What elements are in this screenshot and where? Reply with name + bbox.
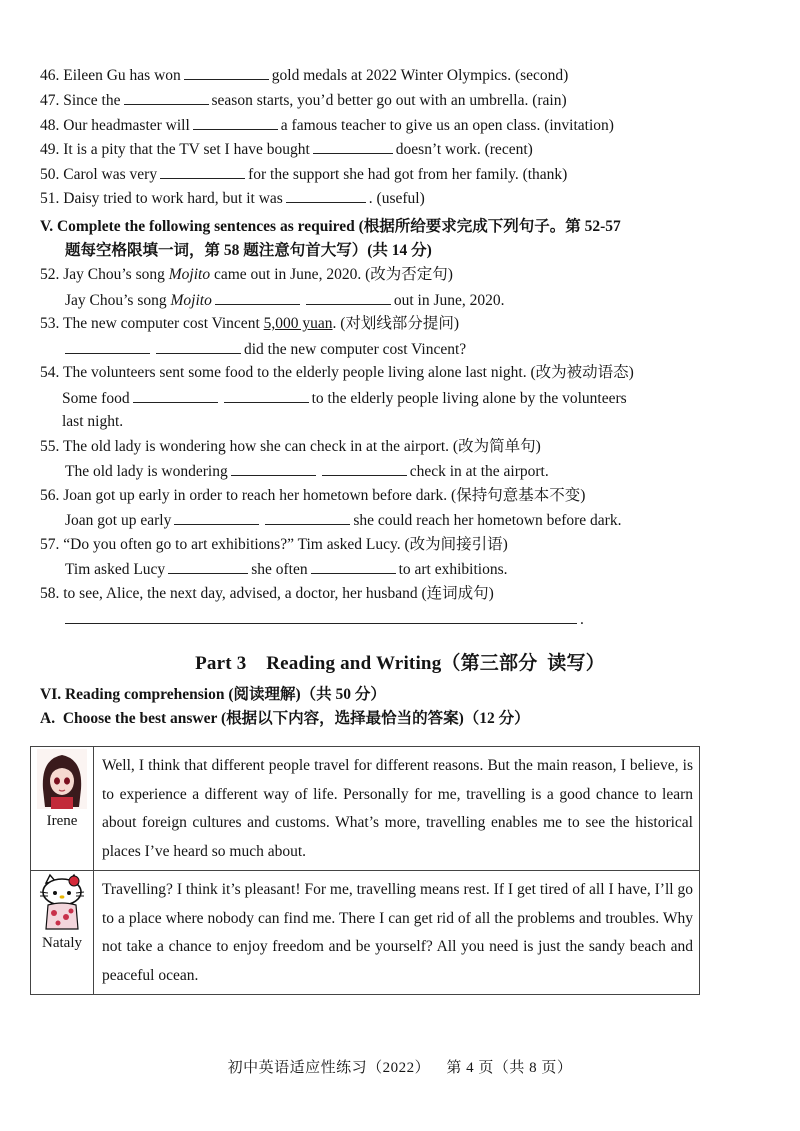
part-3-title: Part 3 Reading and Writing（第三部分 读写） bbox=[195, 653, 605, 674]
section-5-heading-line2: 题每空格限填一词，第 58 题注意句首大写）(共 14 分) bbox=[65, 242, 432, 259]
question-53: 53. The new computer cost Vincent 5,000 yuan. (对划线部分提问) bbox=[40, 315, 460, 332]
question-54-answer: Some food to the elderly people living alone by the volunteers bbox=[62, 390, 627, 407]
question-56-answer: Joan got up early she could reach her hometown before dark. bbox=[65, 512, 622, 529]
question-58: 58. to see, Alice, the next day, advised, a doctor, her husband (连词成句) bbox=[40, 585, 494, 602]
speaker-name: Nataly bbox=[42, 935, 82, 951]
question-52: 52. Jay Chou’s song Mojito came out in June, 2020. (改为否定句) bbox=[40, 266, 453, 283]
question-48: 48. Our headmaster will a famous teacher to give us an open class. (invitation) bbox=[40, 117, 614, 134]
footer-page-number: 第 4 页（共 8 页） bbox=[446, 1060, 573, 1076]
answer-blank[interactable] bbox=[124, 90, 209, 105]
answer-blank[interactable] bbox=[231, 461, 316, 476]
speaker-cell bbox=[31, 871, 94, 995]
answer-blank[interactable] bbox=[313, 139, 393, 154]
answer-blank[interactable] bbox=[184, 65, 269, 80]
answer-blank[interactable] bbox=[168, 559, 248, 574]
question-49: 49. It is a pity that the TV set I have bought doesn’t work. (recent) bbox=[40, 141, 533, 158]
question-55: 55. The old lady is wondering how she can check in at the airport. (改为简单句) bbox=[40, 438, 541, 455]
answer-blank[interactable] bbox=[306, 290, 391, 305]
speaker-name: Irene bbox=[46, 813, 78, 829]
question-57: 57. “Do you often go to art exhibitions?” Tim asked Lucy. (改为间接引语) bbox=[40, 536, 508, 553]
footer-title: 初中英语适应性练习（2022） bbox=[227, 1060, 431, 1076]
reading-table bbox=[30, 746, 700, 995]
anime-girl-avatar-icon bbox=[37, 749, 87, 809]
question-58-answer: . bbox=[65, 609, 770, 631]
question-56: 56. Joan got up early in order to reach her hometown before dark. (保持句意基本不变) bbox=[40, 487, 586, 504]
answer-line[interactable] bbox=[65, 609, 577, 624]
question-55-answer: The old lady is wondering check in at the airport. bbox=[65, 463, 549, 480]
question-47: 47. Since the season starts, you’d better go out with an umbrella. (rain) bbox=[40, 92, 567, 109]
reading-row-irene bbox=[31, 747, 700, 871]
question-50: 50. Carol was very for the support she had got from her family. (thank) bbox=[40, 166, 568, 183]
question-54: 54. The volunteers sent some food to the elderly people living alone last night. (改为被动语态) bbox=[40, 364, 634, 381]
speaker-cell bbox=[31, 747, 94, 871]
speaker-text: Well, I think that different people travel for different reasons. But the main reason, I believe, is to experience a different way of life. Personally for me, travelling is a good chance to learn about foreign cultures and customs. What’s more, travelling enables me to see the historical places I’ve heard so much about. bbox=[94, 747, 700, 871]
question-46: 46. Eileen Gu has won gold medals at 2022 Winter Olympics. (second) bbox=[40, 67, 569, 84]
answer-blank[interactable] bbox=[224, 388, 309, 403]
answer-blank[interactable] bbox=[322, 461, 407, 476]
answer-blank[interactable] bbox=[215, 290, 300, 305]
answer-blank[interactable] bbox=[160, 164, 245, 179]
answer-blank[interactable] bbox=[286, 188, 366, 203]
answer-blank[interactable] bbox=[265, 510, 350, 525]
section-6-subheading: A. Choose the best answer (根据以下内容，选择最恰当的答案)（12 分） bbox=[40, 710, 530, 727]
page-footer bbox=[0, 1056, 800, 1077]
section-6-heading: VI. Reading comprehension (阅读理解)（共 50 分） bbox=[40, 686, 386, 703]
answer-blank[interactable] bbox=[174, 510, 259, 525]
answer-blank[interactable] bbox=[311, 559, 396, 574]
answer-blank[interactable] bbox=[193, 115, 278, 130]
question-53-answer: did the new computer cost Vincent? bbox=[65, 339, 770, 361]
hello-kitty-avatar-icon bbox=[36, 873, 88, 931]
question-51: 51. Daisy tried to work hard, but it was . (useful) bbox=[40, 190, 425, 207]
question-54-answer-end: last night. bbox=[62, 413, 124, 430]
speaker-text: Travelling? I think it’s pleasant! For me, travelling means rest. If I get tired of all I have, I’ll go to a place where nobody can find me. There I can get rid of all the problems and troubles. Why not take a chance to enjoy freedom and be yourself? All you need is just the sandy beach and peaceful ocean. bbox=[94, 871, 700, 995]
answer-blank[interactable] bbox=[133, 388, 218, 403]
reading-row-nataly bbox=[31, 871, 700, 995]
question-57-answer: Tim asked Lucy she often to art exhibitions. bbox=[65, 561, 508, 578]
answer-blank[interactable] bbox=[156, 339, 241, 354]
question-52-answer: Jay Chou’s song Mojito out in June, 2020. bbox=[65, 292, 505, 309]
answer-blank[interactable] bbox=[65, 339, 150, 354]
section-5-heading: V. Complete the following sentences as required (根据所给要求完成下列句子。第 52-57 bbox=[40, 218, 621, 235]
